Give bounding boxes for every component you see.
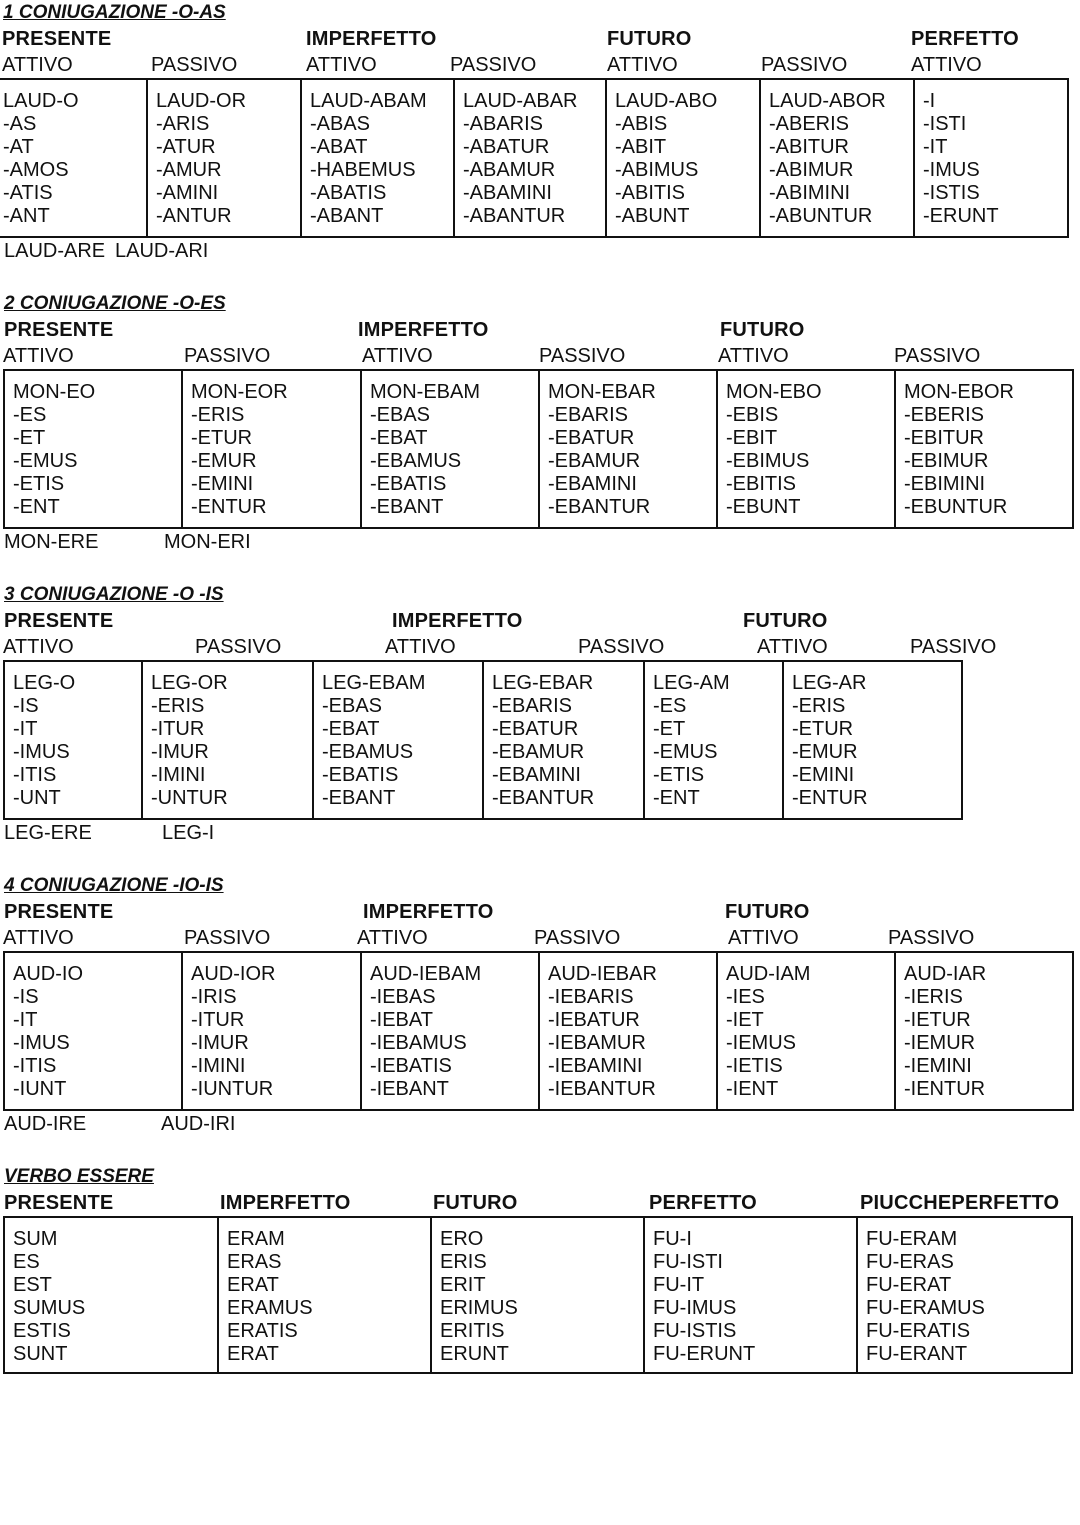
verb-form: AUD-IAM [726,963,811,985]
verb-form: -IMUR [151,741,209,763]
verb-form: MON-EBAR [548,381,656,403]
column-imperfetto-passivo [484,662,645,818]
verb-form: -ANT [3,205,50,227]
verb-form: FU-ISTIS [653,1320,737,1342]
verb-form: FU-ERAM [866,1228,958,1250]
conjugation-table [0,78,1069,238]
verb-form: ERAS [227,1251,282,1273]
verb-form: ERIT [440,1274,486,1296]
verb-form: FU-ISTI [653,1251,723,1273]
verb-form: -ETIS [13,473,65,495]
column-futuro-passivo [784,662,961,818]
verb-form: -EMINI [191,473,254,495]
column-imperfetto-passivo [455,80,607,236]
verb-form: -ES [13,404,47,426]
column-presente [5,1218,219,1372]
column-futuro-attivo [645,662,784,818]
verb-form: -EBANT [322,787,396,809]
column-futuro-passivo [896,953,1072,1109]
verb-form: -AMUR [156,159,222,181]
verb-form: -IEBANT [370,1078,449,1100]
verb-form: AUD-IAR [904,963,987,985]
infinitive-active: LAUD-ARE [4,240,106,262]
infinitive-passive: MON-ERI [164,531,251,553]
voice-label: ATTIVO [3,636,74,658]
verb-form: -IS [13,986,39,1008]
verb-form: -ISTIS [923,182,980,204]
verb-form: ERAT [227,1274,279,1296]
verb-form: -EBIMINI [904,473,986,495]
verb-form: -ABARIS [463,113,544,135]
section-title: 2 CONIUGAZIONE -O-ES [4,293,226,314]
verb-form: -IEBAMUR [548,1032,646,1054]
tense-label: FUTURO [725,901,810,923]
verb-form: SUNT [13,1343,68,1365]
verb-form: -IEBATUR [548,1009,640,1031]
tense-label: PRESENTE [2,28,112,50]
verb-form: SUMUS [13,1297,86,1319]
tense-label: FUTURO [720,319,805,341]
section-title: 1 CONIUGAZIONE -O-AS [3,2,226,23]
verb-form: -IMUS [13,1032,70,1054]
verb-form: -ABUNTUR [769,205,873,227]
verb-form: -IEBAT [370,1009,433,1031]
verb-form: -IMINI [151,764,206,786]
verb-form: -ENT [653,787,700,809]
verb-form: -AMINI [156,182,219,204]
tense-label: IMPERFETTO [392,610,523,632]
verb-form: -ABIS [615,113,668,135]
verb-form: -EBATIS [370,473,447,495]
verb-form: -ABIMUR [769,159,854,181]
column-futuro-attivo [607,80,761,236]
verb-form: -IT [13,1009,38,1031]
verb-form: LEG-AR [792,672,867,694]
infinitive-passive: LAUD-ARI [115,240,209,262]
tense-label: PRESENTE [4,901,114,923]
verb-form: -ENT [13,496,60,518]
verb-form: FU-IT [653,1274,705,1296]
verb-form: -IEMINI [904,1055,972,1077]
infinitive-active: AUD-IRE [4,1113,87,1135]
voice-label: ATTIVO [362,345,433,367]
verb-form: -EBAS [322,695,383,717]
voice-label: ATTIVO [757,636,828,658]
column-imperfetto [219,1218,432,1372]
verb-form: -ABATIS [310,182,387,204]
tense-label: FUTURO [607,28,692,50]
voice-label: ATTIVO [718,345,789,367]
column-perfetto-attivo [915,80,1067,236]
voice-label: ATTIVO [357,927,428,949]
verb-form: -IEBAMINI [548,1055,643,1077]
voice-label: PASSIVO [534,927,621,949]
column-presente-attivo [5,662,143,818]
verb-form: -ITIS [13,764,57,786]
verb-form: -IENT [726,1078,779,1100]
verb-form: ES [13,1251,40,1273]
verb-form: -ITUR [191,1009,245,1031]
verb-form: -ES [653,695,687,717]
verb-form: AUD-IO [13,963,83,985]
infinitive-passive: AUD-IRI [161,1113,236,1135]
verb-form: -EBANTUR [492,787,595,809]
voice-label: ATTIVO [385,636,456,658]
column-presente-passivo [183,371,362,527]
verb-form: -EBAMUS [322,741,414,763]
verb-form: AUD-IOR [191,963,276,985]
verb-form: -ENTUR [191,496,267,518]
column-futuro-passivo [896,371,1072,527]
verb-form: -IS [13,695,39,717]
verb-form: -ABATUR [463,136,550,158]
column-imperfetto-attivo [314,662,484,818]
verb-form: -ABAS [310,113,371,135]
verb-form: ERAM [227,1228,285,1250]
verb-form: -AMOS [3,159,69,181]
verb-form: -IEBATIS [370,1055,452,1077]
verb-form: ERITIS [440,1320,505,1342]
verb-form: -IET [726,1009,764,1031]
verb-form: AUD-IEBAM [370,963,482,985]
column-imperfetto-attivo [362,953,540,1109]
verb-form: -EBATUR [492,718,579,740]
verb-form: -EBANT [370,496,444,518]
verb-form: -ABAT [310,136,368,158]
verb-form: LAUD-O [3,90,79,112]
voice-label: ATTIVO [3,345,74,367]
verb-form: AUD-IEBAR [548,963,657,985]
verb-form: -ERIS [191,404,245,426]
column-imperfetto-passivo [540,371,718,527]
verb-form: LAUD-ABO [615,90,718,112]
verb-form: -IT [13,718,38,740]
verb-form: -UNT [13,787,61,809]
verb-form: -IETUR [904,1009,971,1031]
verb-form: -EBIT [726,427,778,449]
verb-form: -ERIS [151,695,205,717]
voice-label: ATTIVO [607,54,678,76]
verb-form: -ABIMUS [615,159,699,181]
verb-form: -IMUS [13,741,70,763]
tense-label: IMPERFETTO [363,901,494,923]
verb-form: -EBAMINI [548,473,637,495]
column-imperfetto-attivo [302,80,455,236]
verb-form: FU-I [653,1228,692,1250]
tense-label: IMPERFETTO [358,319,489,341]
conjugation-table [3,1216,1073,1374]
verb-form: LAUD-ABAM [310,90,427,112]
verb-form: -EMUS [653,741,718,763]
verb-form: LEG-AM [653,672,730,694]
column-piuccheperfetto [858,1218,1071,1372]
verb-form: -EBIMUR [904,450,989,472]
verb-form: -EBANTUR [548,496,651,518]
verb-form: -EMINI [792,764,855,786]
infinitive-active: MON-ERE [4,531,99,553]
verb-form: -ABAMINI [463,182,552,204]
section-title: VERBO ESSERE [4,1166,154,1187]
verb-form: -HABEMUS [310,159,416,181]
verb-form: -IRIS [191,986,237,1008]
column-presente-attivo [5,371,183,527]
verb-form: -IMUS [923,159,980,181]
verb-form: ERIMUS [440,1297,518,1319]
verb-form: MON-EBAM [370,381,480,403]
verb-form: -EBAMUS [370,450,462,472]
verb-form: -EBATIS [322,764,399,786]
verb-form: -ENTUR [792,787,868,809]
verb-form: -IERIS [904,986,963,1008]
infinitive-passive: LEG-I [162,822,215,844]
voice-label: PASSIVO [151,54,238,76]
verb-form: -IEMUS [726,1032,796,1054]
verb-form: -ET [653,718,686,740]
verb-form: -ETUR [191,427,253,449]
verb-form: -UNTUR [151,787,228,809]
verb-form: -EBERIS [904,404,985,426]
voice-label: PASSIVO [195,636,282,658]
verb-form: -ATIS [3,182,53,204]
voice-label: PASSIVO [184,927,271,949]
verb-form: -EBITUR [904,427,984,449]
verb-form: -EBARIS [492,695,573,717]
verb-form: -IEBARIS [548,986,634,1008]
verb-form: -ABERIS [769,113,850,135]
verb-form: -ETIS [653,764,705,786]
verb-form: -EMUR [792,741,858,763]
verb-form: -IEMUR [904,1032,976,1054]
verb-form: MON-EO [13,381,96,403]
voice-label: PASSIVO [578,636,665,658]
column-futuro-attivo [718,953,896,1109]
verb-form: -EBIS [726,404,779,426]
verb-form: SUM [13,1228,58,1250]
verb-form: -EMUR [191,450,257,472]
voice-label: ATTIVO [911,54,982,76]
verb-form: -IMINI [191,1055,246,1077]
column-futuro [432,1218,645,1372]
voice-label: PASSIVO [539,345,626,367]
verb-form: -ITIS [13,1055,57,1077]
verb-form: -ERUNT [923,205,999,227]
verb-form: FU-ERAS [866,1251,954,1273]
verb-form: -IEBAS [370,986,436,1008]
voice-label: ATTIVO [728,927,799,949]
verb-form: -IMUR [191,1032,249,1054]
conjugation-table [3,369,1074,529]
verb-form: -ABIMINI [769,182,851,204]
verb-form: -EBUNTUR [904,496,1008,518]
verb-form: -ABUNT [615,205,690,227]
verb-form: -EBAS [370,404,431,426]
verb-form: ERO [440,1228,484,1250]
verb-form: FU-ERATIS [866,1320,971,1342]
conjugation-table [3,951,1074,1111]
tense-label: PERFETTO [649,1192,757,1214]
verb-form: -EBAMINI [492,764,581,786]
verb-form: -ANTUR [156,205,232,227]
verb-form: ESTIS [13,1320,71,1342]
verb-form: -IES [726,986,765,1008]
verb-form: -I [923,90,936,112]
verb-form: LEG-EBAR [492,672,594,694]
verb-form: -ARIS [156,113,210,135]
verb-form: LEG-EBAM [322,672,426,694]
verb-form: -AS [3,113,37,135]
verb-form: LAUD-OR [156,90,247,112]
tense-label: IMPERFETTO [220,1192,351,1214]
tense-label: IMPERFETTO [306,28,437,50]
voice-label: PASSIVO [910,636,997,658]
verb-form: LEG-O [13,672,76,694]
verb-form: -EMUS [13,450,78,472]
verb-form: -EBAMUR [548,450,641,472]
verb-form: -ERIS [792,695,846,717]
column-imperfetto-attivo [362,371,540,527]
tense-label: PIUCCHEPERFETTO [860,1192,1060,1214]
verb-form: -ABAMUR [463,159,556,181]
column-presente-passivo [148,80,302,236]
verb-form: -IUNTUR [191,1078,274,1100]
verb-form: ERUNT [440,1343,509,1365]
verb-form: LEG-OR [151,672,228,694]
verb-form: ERATIS [227,1320,298,1342]
verb-form: ERIS [440,1251,487,1273]
verb-form: -ISTI [923,113,967,135]
column-futuro-attivo [718,371,896,527]
column-presente-passivo [183,953,362,1109]
verb-form: -ABANTUR [463,205,566,227]
verb-form: -EBAT [370,427,428,449]
infinitive-active: LEG-ERE [4,822,92,844]
tense-label: PRESENTE [4,319,114,341]
column-imperfetto-passivo [540,953,718,1109]
verb-form: -ETUR [792,718,854,740]
tense-label: FUTURO [433,1192,518,1214]
tense-label: FUTURO [743,610,828,632]
verb-form: -ATUR [156,136,216,158]
verb-form: -AT [3,136,34,158]
verb-form: LAUD-ABOR [769,90,886,112]
verb-form: -ABITIS [615,182,686,204]
verb-form: -EBARIS [548,404,629,426]
voice-label: PASSIVO [184,345,271,367]
verb-form: -IETIS [726,1055,783,1077]
verb-form: -ABITUR [769,136,849,158]
column-perfetto [645,1218,858,1372]
verb-form: FU-ERAT [866,1274,952,1296]
verb-form: -EBITIS [726,473,797,495]
tense-label: PERFETTO [911,28,1019,50]
voice-label: PASSIVO [888,927,975,949]
voice-label: PASSIVO [894,345,981,367]
verb-form: ERAT [227,1343,279,1365]
verb-form: -IUNT [13,1078,67,1100]
column-presente-attivo [0,80,148,236]
verb-form: -EBIMUS [726,450,810,472]
verb-form: FU-ERANT [866,1343,968,1365]
verb-form: ERAMUS [227,1297,313,1319]
verb-form: MON-EBO [726,381,822,403]
verb-form: MON-EBOR [904,381,1014,403]
column-futuro-passivo [761,80,915,236]
column-presente-attivo [5,953,183,1109]
verb-form: -IENTUR [904,1078,986,1100]
conjugation-table [3,660,963,820]
verb-form: FU-ERAMUS [866,1297,985,1319]
verb-form: -ITUR [151,718,205,740]
verb-form: -IEBANTUR [548,1078,656,1100]
verb-form: -EBUNT [726,496,801,518]
voice-label: ATTIVO [306,54,377,76]
verb-form: -ABANT [310,205,384,227]
verb-form: EST [13,1274,52,1296]
voice-label: PASSIVO [450,54,537,76]
verb-form: -IEBAMUS [370,1032,467,1054]
voice-label: ATTIVO [2,54,73,76]
verb-form: -EBAMUR [492,741,585,763]
section-title: 4 CONIUGAZIONE -IO-IS [4,875,224,896]
verb-form: LAUD-ABAR [463,90,578,112]
tense-label: PRESENTE [4,1192,114,1214]
tense-label: PRESENTE [4,610,114,632]
verb-form: -IT [923,136,948,158]
verb-form: -ABIT [615,136,667,158]
verb-form: FU-ERUNT [653,1343,756,1365]
voice-label: PASSIVO [761,54,848,76]
verb-form: FU-IMUS [653,1297,737,1319]
section-title: 3 CONIUGAZIONE -O -IS [4,584,224,605]
verb-form: MON-EOR [191,381,288,403]
column-presente-passivo [143,662,314,818]
verb-form: -EBATUR [548,427,635,449]
voice-label: ATTIVO [3,927,74,949]
verb-form: -ET [13,427,46,449]
verb-form: -EBAT [322,718,380,740]
